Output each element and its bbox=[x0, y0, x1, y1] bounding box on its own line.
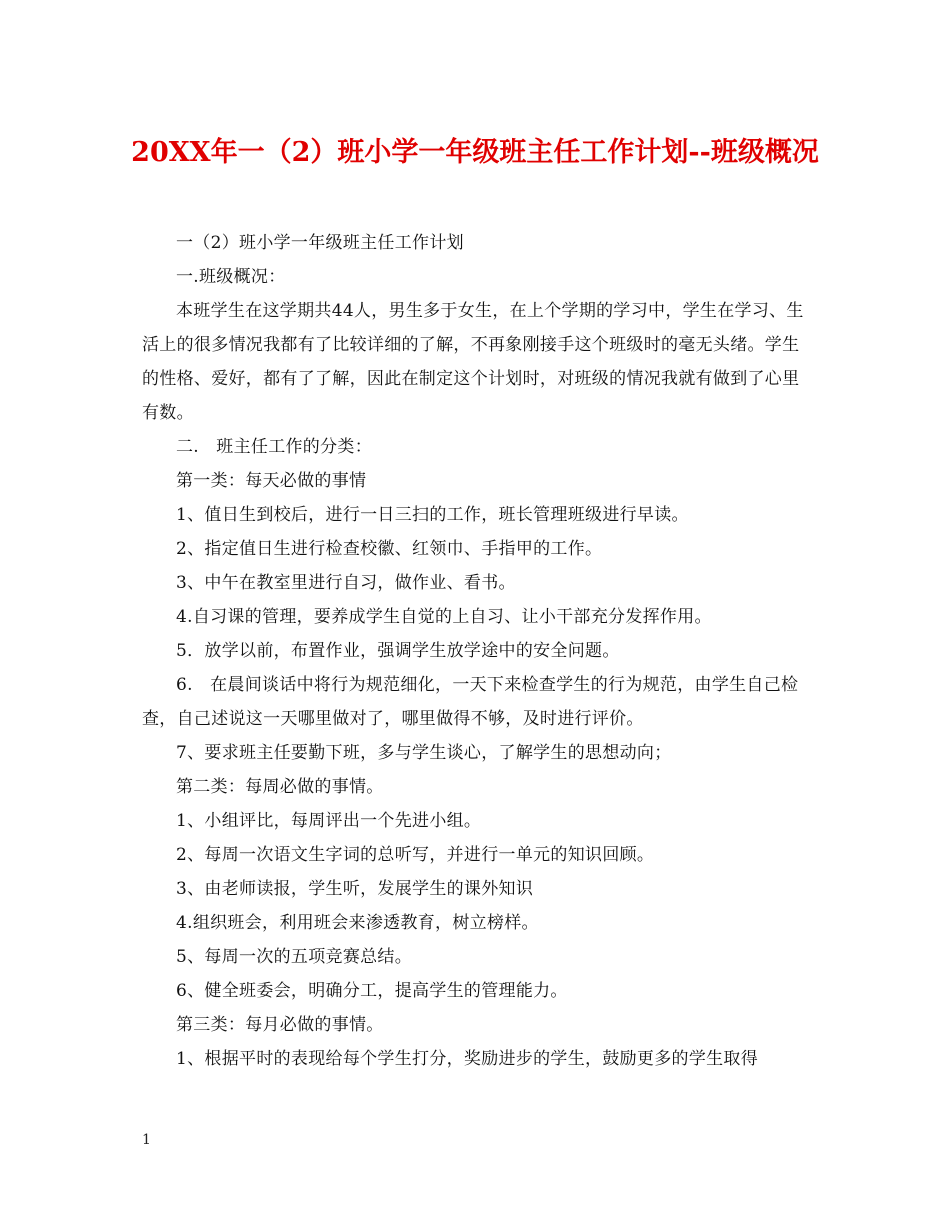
document-body bbox=[142, 226, 810, 1076]
category-heading-daily: 第一类：每天必做的事情 bbox=[176, 471, 367, 491]
list-item: 1、小组评比，每周评出一个先进小组。 bbox=[176, 811, 482, 831]
category-heading-monthly: 第三类：每月必做的事情。 bbox=[176, 1015, 384, 1035]
list-item: 4.组织班会，利用班会来渗透教育，树立榜样。 bbox=[176, 913, 539, 933]
list-item: 4.自习课的管理，要养成学生自觉的上自习、让小干部充分发挥作用。 bbox=[176, 607, 712, 627]
list-item: 5．放学以前，布置作业，强调学生放学途中的安全问题。 bbox=[176, 641, 620, 661]
list-item: 3、由老师读报，学生听，发展学生的课外知识 bbox=[176, 879, 534, 899]
page-number: 1 bbox=[142, 1132, 151, 1148]
section-heading-work-categories: 二. 班主任工作的分类： bbox=[176, 437, 373, 457]
list-item: 6、健全班委会，明确分工，提高学生的管理能力。 bbox=[176, 981, 568, 1001]
list-item: 5、每周一次的五项竞赛总结。 bbox=[176, 947, 413, 967]
list-item: 7、要求班主任要勤下班，多与学生谈心，了解学生的思想动向； bbox=[176, 743, 672, 763]
list-item: 3、中午在教室里进行自习，做作业、看书。 bbox=[176, 573, 516, 593]
paragraph-heading: 一（2）班小学一年级班主任工作计划 bbox=[176, 233, 464, 253]
list-item: 2、每周一次语文生字词的总听写，并进行一单元的知识回顾。 bbox=[176, 845, 655, 865]
list-item: 1、根据平时的表现给每个学生打分，奖励进步的学生，鼓励更多的学生取得 bbox=[176, 1049, 759, 1069]
list-item: 6. 在晨间谈话中将行为规范细化，一天下来检查学生的行为规范，由学生自己检查，自己述说这一天哪里做对了，哪里做得不够，及时进行评价。 bbox=[142, 675, 799, 729]
category-heading-weekly: 第二类：每周必做的事情。 bbox=[176, 777, 384, 797]
document-title: 20XX年一（2）班小学一年级班主任工作计划--班级概况 bbox=[131, 137, 819, 168]
section-heading-class-overview: 一.班级概况： bbox=[176, 267, 286, 287]
paragraph-class-overview: 本班学生在这学期共44人，男生多于女生，在上个学期的学习中，学生在学习、生活上的很多情况我都有了比较详细的了解，不再象刚接手这个班级时的毫无头绪。学生的性格、爱好，都有了了解，因此在制定这个计划时，对班级的情况我就有做到了心里有数。 bbox=[142, 301, 804, 423]
list-item: 2、指定值日生进行检查校徽、红领巾、手指甲的工作。 bbox=[176, 539, 603, 559]
list-item: 1、值日生到校后，进行一日三扫的工作，班长管理班级进行早读。 bbox=[176, 505, 689, 525]
